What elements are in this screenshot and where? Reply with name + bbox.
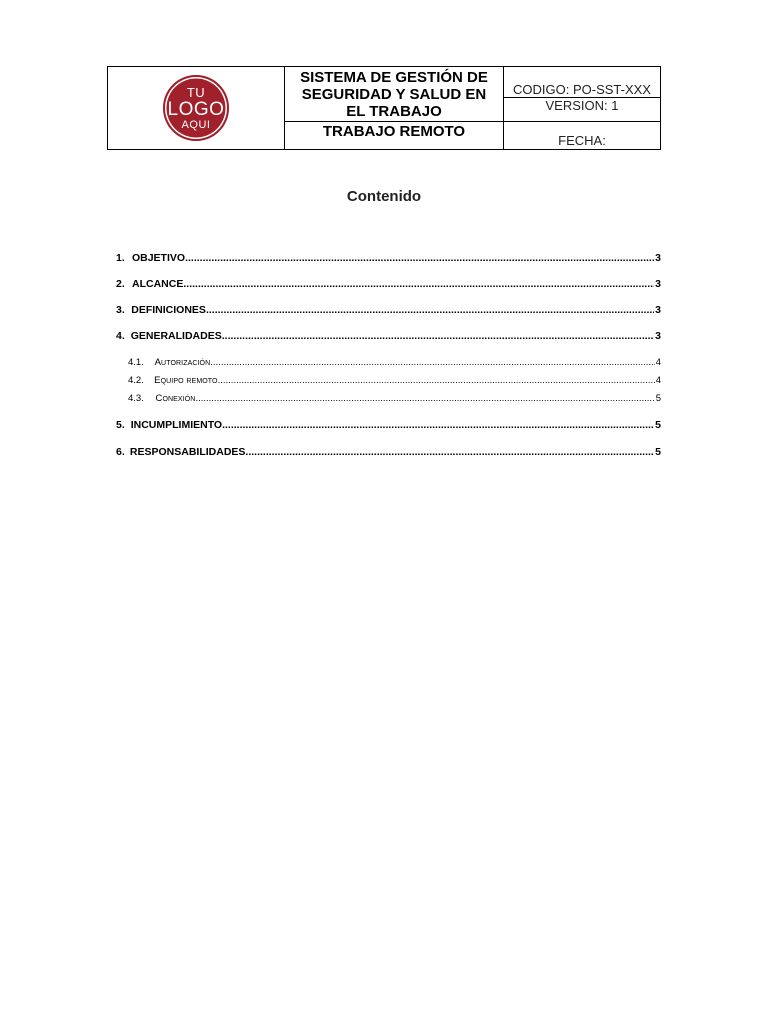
toc-entry-page: 3 <box>655 330 661 342</box>
toc-entry-number: 1. <box>116 252 125 264</box>
toc-entry-number: 4.3. <box>128 393 144 404</box>
document-date: FECHA: <box>558 133 606 148</box>
meta-cell <box>504 67 660 149</box>
toc-entry-label: Autorización <box>154 357 211 368</box>
logo-cell <box>108 67 285 149</box>
toc-entry-page: 5 <box>655 393 661 404</box>
toc-leader-dots <box>185 252 654 264</box>
toc-entry-autorizacion[interactable] <box>116 357 661 368</box>
toc-entry-definiciones[interactable] <box>116 304 661 316</box>
document-code: CODIGO: PO-SST-XXX <box>504 67 660 98</box>
toc-entry-number: 3. <box>116 304 125 316</box>
toc-entry-number: 4. <box>116 330 125 342</box>
document-header-table <box>107 66 661 150</box>
toc-leader-dots <box>195 393 654 404</box>
document-subtitle: TRABAJO REMOTO <box>322 123 466 140</box>
toc-entry-label: OBJETIVO <box>131 252 186 264</box>
toc-entry-responsabilidades[interactable] <box>116 446 661 458</box>
toc-leader-dots <box>218 375 655 386</box>
toc-leader-dots <box>222 330 654 342</box>
toc-leader-dots <box>210 357 654 368</box>
toc-entry-label: INCUMPLIMIENTO <box>130 419 223 431</box>
toc-entry-alcance[interactable] <box>116 278 661 290</box>
toc-entry-incumplimiento[interactable] <box>116 419 661 431</box>
toc-entry-page: 3 <box>655 252 661 264</box>
toc-entry-number: 2. <box>116 278 125 290</box>
toc-entry-page: 5 <box>655 446 661 458</box>
toc-entry-page: 4 <box>655 375 661 386</box>
logo-text-line1: TU <box>186 84 206 100</box>
toc-entry-label: ALCANCE <box>132 278 184 290</box>
toc-entry-generalidades[interactable] <box>116 330 661 342</box>
toc-entry-objetivo[interactable] <box>116 252 661 264</box>
toc-leader-dots <box>245 446 654 458</box>
toc-entry-equipo-remoto[interactable] <box>116 375 661 386</box>
document-version: VERSION: 1 <box>504 98 660 122</box>
title-cell <box>285 67 504 149</box>
toc-entry-page: 3 <box>655 304 661 316</box>
logo-text-line3: AQUI <box>181 118 211 131</box>
toc-leader-dots <box>206 304 654 316</box>
toc-entry-label: RESPONSABILIDADES <box>129 446 246 458</box>
toc-entry-number: 4.2. <box>128 375 144 386</box>
toc-entry-conexion[interactable] <box>116 393 661 404</box>
document-title-line3: EL TRABAJO <box>346 102 442 120</box>
toc-leader-dots <box>222 419 654 431</box>
toc-title: Contenido <box>346 188 422 205</box>
toc-leader-dots <box>183 278 654 290</box>
document-title-line2: SEGURIDAD Y SALUD EN <box>301 85 487 103</box>
toc-entry-page: 5 <box>655 419 661 431</box>
toc-entry-label: Conexión <box>155 393 196 404</box>
toc-entry-number: 4.1. <box>128 357 144 368</box>
logo-text-line2: LOGO <box>167 98 225 120</box>
document-title <box>285 67 503 122</box>
toc-entry-label: GENERALIDADES <box>130 330 222 342</box>
toc-entry-number: 5. <box>116 419 125 431</box>
toc-entry-label: DEFINICIONES <box>131 304 206 316</box>
toc-entry-page: 4 <box>655 357 661 368</box>
document-title-line1: SISTEMA DE GESTIÓN DE <box>300 68 488 86</box>
toc-entry-label: Equipo remoto <box>154 375 218 386</box>
toc-entry-number: 6. <box>116 446 125 458</box>
logo-placeholder <box>163 75 229 141</box>
toc-entry-page: 3 <box>655 278 661 290</box>
